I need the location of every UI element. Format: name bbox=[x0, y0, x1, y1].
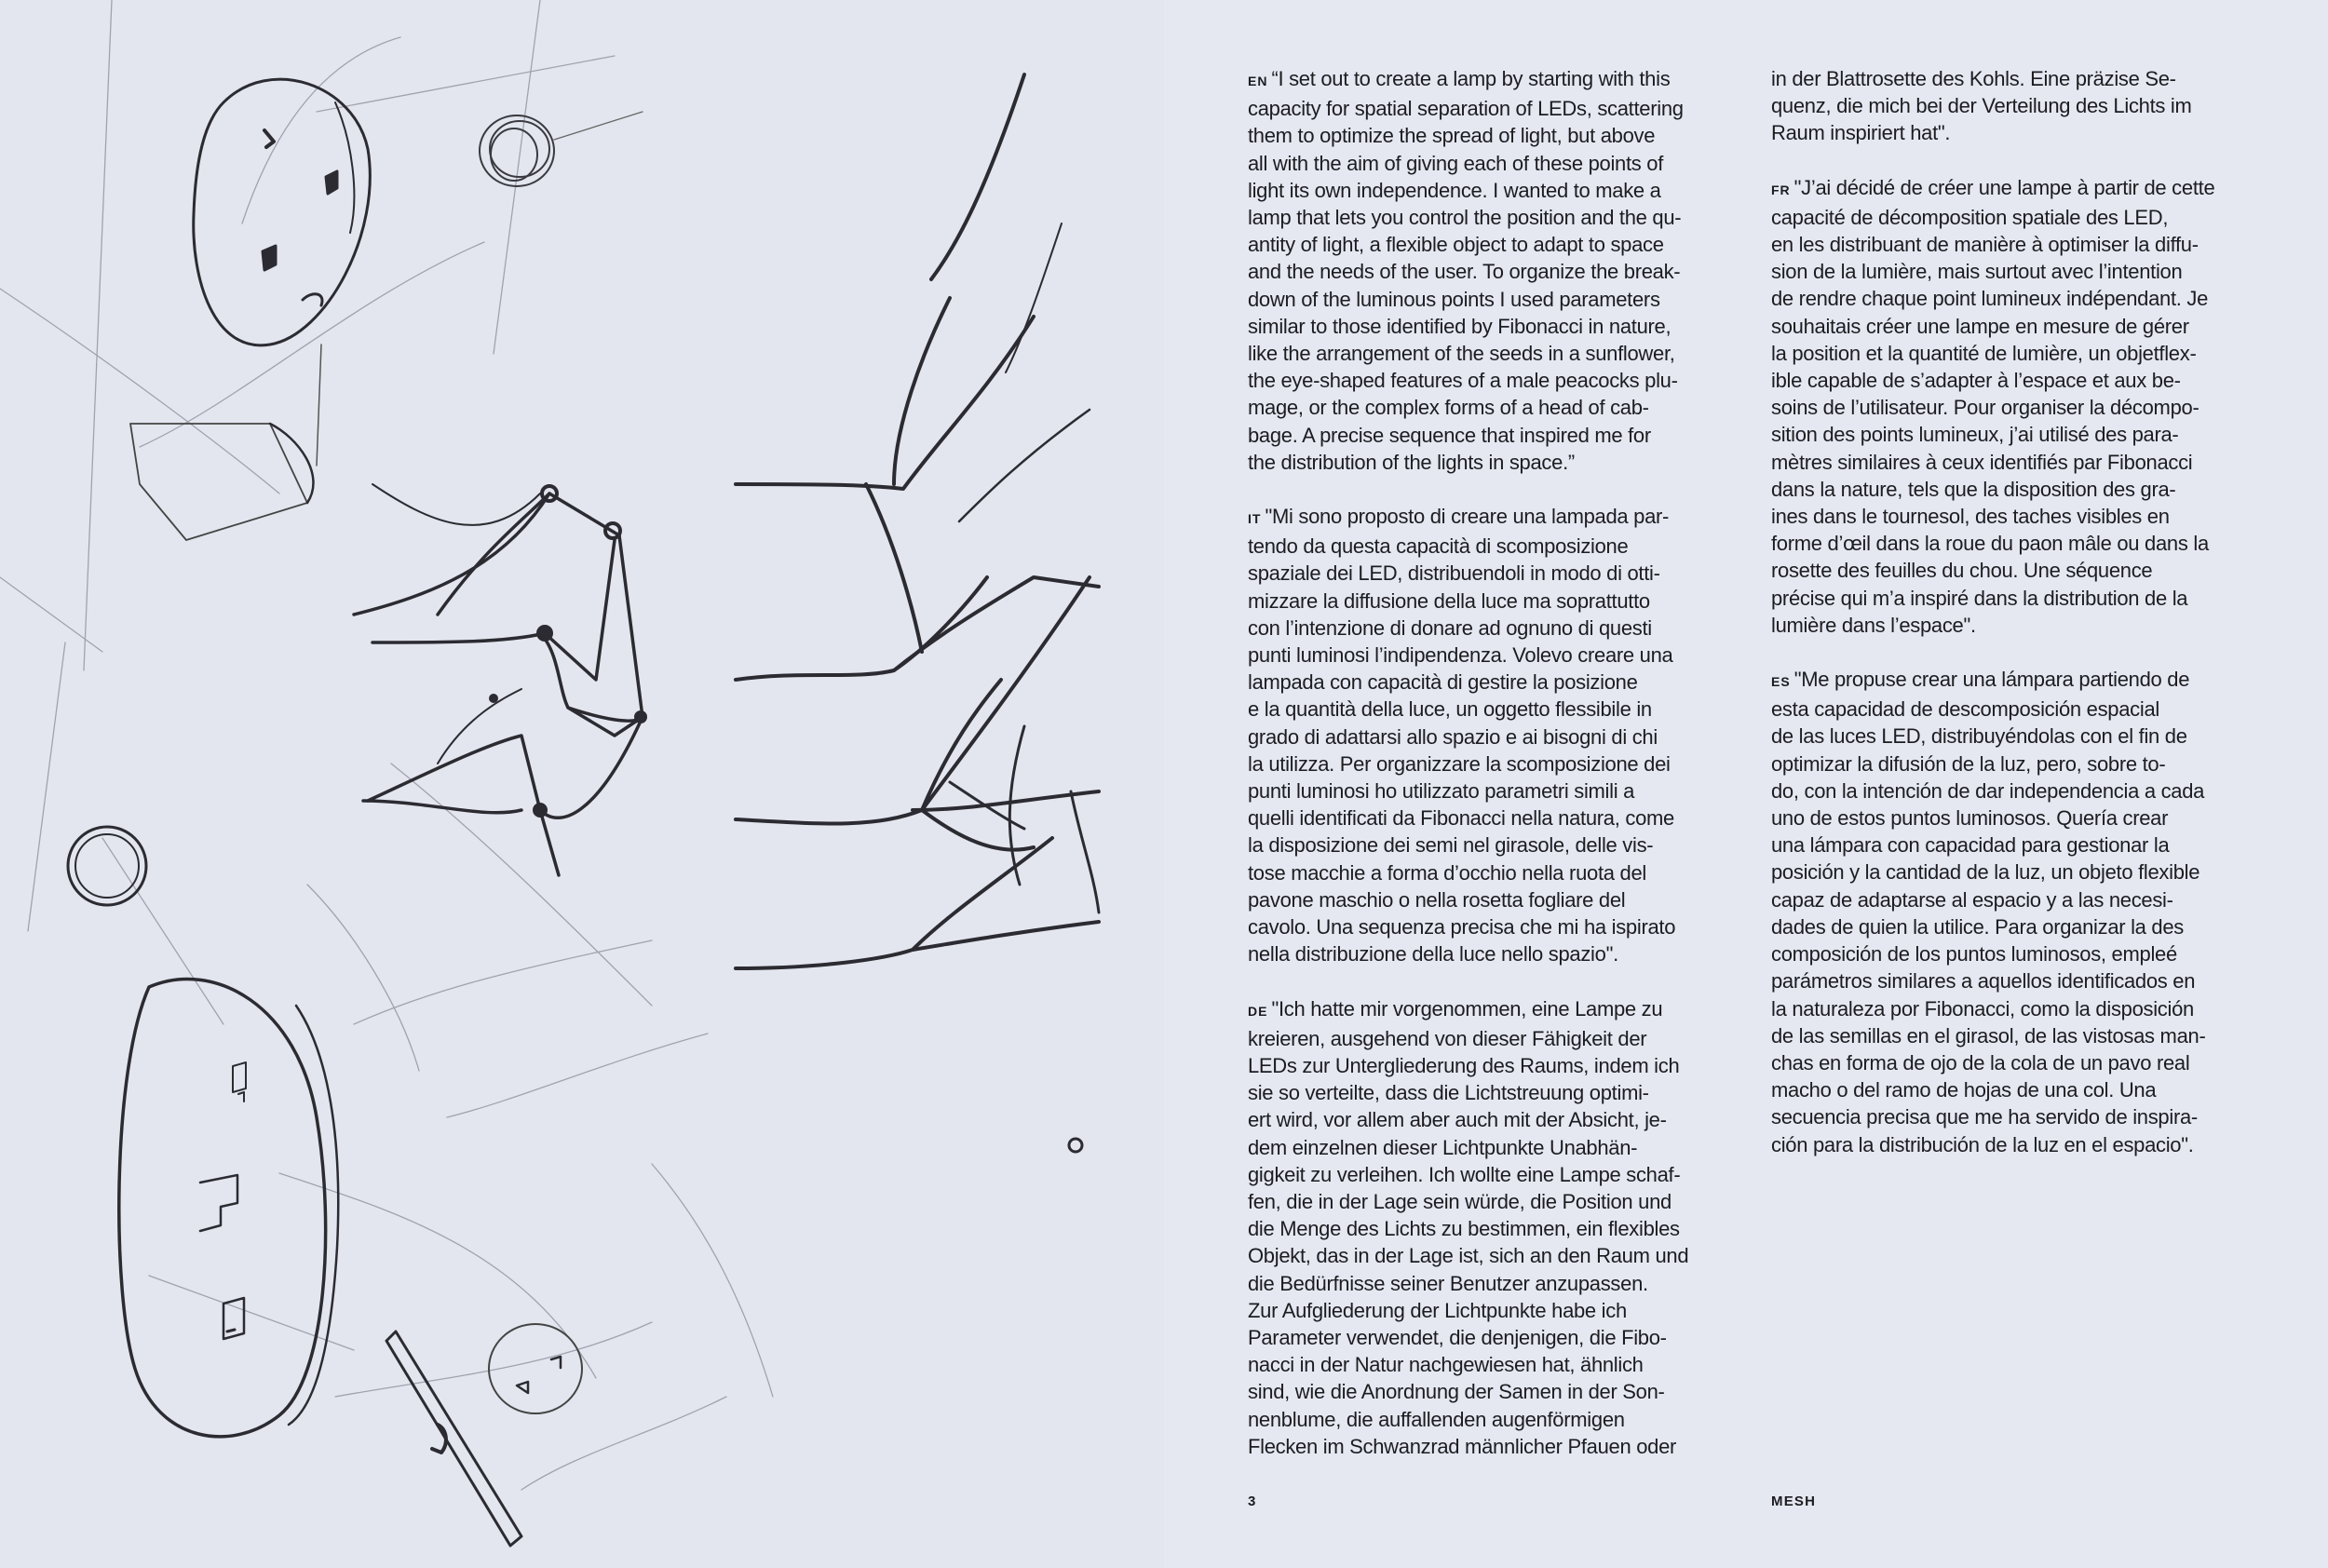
paragraph-de-body: "Ich hatte mir vorgenommen, eine Lampe zu kreieren, ausgehend von dieser Fähigkeit der LEDs zur Untergliederung des Raums, indem ich sie so verteilte, dass die Lichtstreuung optimi- ert wird, vor allem aber auch mit der Absicht, je- dem einzelnen dieser Lichtpunkte Unabhän- gigkeit zu verleihen. Ich wollte eine Lampe schaf- fen, die in der Lage sein würde, die Position und die Menge des Lichts zu bestimmen, ein flexibles Objekt, das in der Lage ist, sich an den Raum und die Bedürfnisse seiner Benutzer anzupassen. Zur Aufgliederung der Lichtpunkte habe ich Parameter verwendet, die denjenigen, die Fibo- nacci in der Natur nachgewiesen hat, ähnlich sind, wie die Anordnung der Samen in der Son- nenblume, die auffallenden augenförmigen Flecken im Schwanzrad männlicher Pfauen oder bbox=[1248, 996, 1689, 1458]
paragraph-it bbox=[1248, 503, 1758, 967]
page-number: 3 bbox=[1248, 1494, 1257, 1509]
lang-tag-en: EN bbox=[1248, 74, 1268, 88]
paragraph-en-body: “I set out to create a lamp by starting with this capacity for spatial separation of LEDs, scattering them to optimize the spread of light, but above all with the aim of giving each of these points of light its own independence. I wanted to make a lamp that lets you control the position and the qu- antity of light, a flexible object to adapt to space and the needs of the user. To organize the break- down of the luminous points I used parameters similar to those identified by Fibonacci in nature, like the arrangement of the seeds in a sunflower, the eye-shaped features of a male peacocks plu- mage, or the complex forms of a head of cab- bage. A precise sequence that inspired me for the distribution of the lights in space.” bbox=[1248, 67, 1684, 474]
paragraph-fr bbox=[1771, 174, 2281, 639]
paragraph-en bbox=[1248, 65, 1758, 476]
lang-tag-fr: FR bbox=[1771, 182, 1791, 197]
paragraph-de bbox=[1248, 995, 1758, 1460]
text-column-right bbox=[1771, 65, 2281, 1185]
text-column-left bbox=[1248, 65, 1758, 1487]
running-title: MESH bbox=[1771, 1494, 1817, 1509]
text-page bbox=[1164, 0, 2328, 1568]
paragraph-es-body: "Me propuse crear una lámpara partiendo de esta capacidad de descomposición espacial de las luces LED, distribuyéndolas con el fin de optimizar la difusión de la luz, pero, sobre to- do, con la intención de dar independencia a cada uno de estos puntos luminosos. Quería crear una lámpara con capacidad para gestionar la posición y la cantidad de la luz, un objeto flexible capaz de adaptarse al espacio y a las necesi- dades de quien la utilice. Para organizar la des composición de los puntos luminosos, empleé parámetros similares a aquellos identificados en la naturaleza por Fibonacci, como la disposición de las semillas en el girasol, de las vistosas man- chas en forma de ojo de la cola de un pavo real macho o del ramo de hojas de una col. Una secuencia precisa que me ha servido de inspira- ción para la distribución de la luz en el espacio". bbox=[1771, 668, 2206, 1156]
lang-tag-es: ES bbox=[1771, 674, 1791, 690]
paragraph-fr-body: "J’ai décidé de créer une lampe à partir de cette capacité de décomposition spatiale des LED, en les distribuant de manière à optimiser la diffu- sion de la lumière, mais surtout avec l’intention de rendre chaque point lumineux indépendant. Je souhaitais créer une lampe en mesure de gérer la position et la quantité de lumière, un objetflex- ible capable de s’adapter à l’espace et aux be- soins de l’utilisateur. Pour organiser la décompo- sition des points lumineux, j’ai utilisé des para- mètres similaires à ceux identifiés par Fibonacci dans la nature, tels que la disposition des gra- ines dans le tournesol, des taches visibles en forme d’œil dans la roue du paon mâle ou dans la rosette des feuilles du chou. Une séquence précise qui m’a inspiré dans la distribution de la lumière dans l’espace". bbox=[1771, 175, 2215, 637]
lang-tag-de: DE bbox=[1248, 1003, 1268, 1019]
lang-tag-it: IT bbox=[1248, 511, 1262, 527]
paragraph-de-continued: in der Blattrosette des Kohls. Eine präzise Se- quenz, die mich bei der Verteilung des Lichts im Raum inspiriert hat". bbox=[1771, 67, 2192, 145]
paragraph-it-body: "Mi sono proposto di creare una lampada par- tendo da questa capacità di scomposizione spaziale dei LED, distribuendoli in modo di otti- mizzare la diffusione della luce ma soprattutto con l’intenzione di donare ad ognuno di questi punti luminosi l’indipendenza. Volevo creare una lampada con capacità di gestire la posizione e la quantità della luce, un oggetto flessibile in grado di adattarsi allo spazio e ai bisogni di chi la utilizza. Per organizzare la scomposizione dei punti luminosi ho utilizzato parametri simili a quelli identificati da Fibonacci nella natura, come la disposizione dei semi nel girasole, delle vis- tose macchie a forma d’occhio nella ruota del pavone maschio o nella rosetta fogliare del cavolo. Una sequenza precisa che mi ha ispirato nella distribuzione della luce nello spazio". bbox=[1248, 505, 1676, 966]
paragraph-es bbox=[1771, 666, 2281, 1158]
